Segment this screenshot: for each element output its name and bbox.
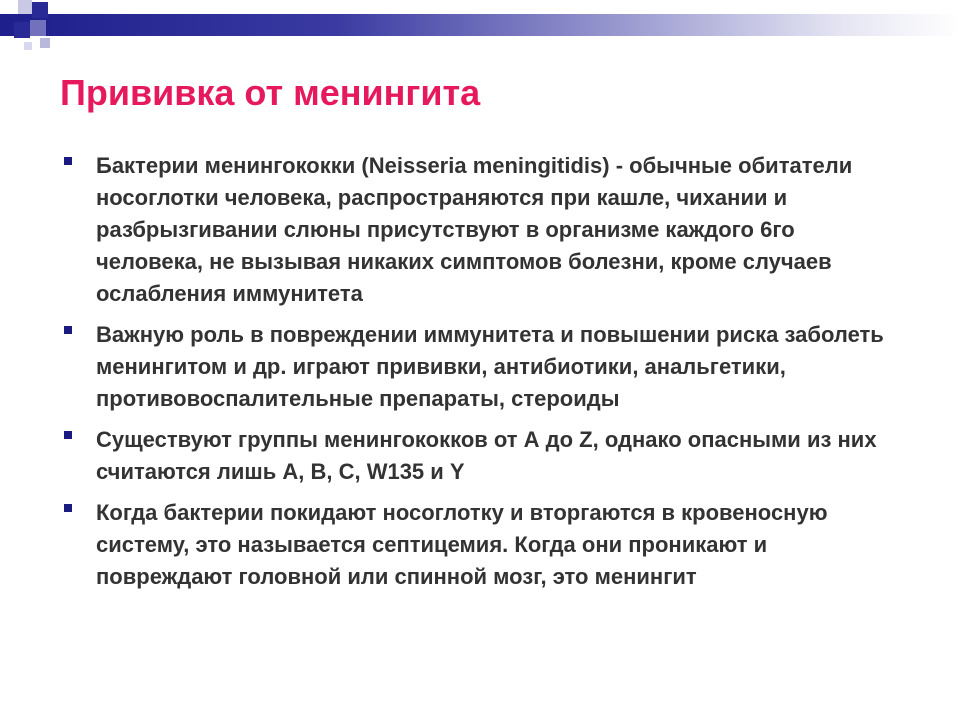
decorative-square-1: [18, 0, 32, 14]
decorative-square-3: [14, 22, 30, 38]
decorative-square-5: [40, 38, 50, 48]
bullet-list: [60, 150, 890, 602]
square-bullet-icon: [64, 157, 72, 165]
bullet-item: [60, 319, 890, 415]
bullet-text: Когда бактерии покидают носоглотку и вторгаются в кровеносную систему, это называется септицемия. Когда они проникают и повреждают головной или спинной мозг, это менингит: [96, 500, 828, 589]
square-bullet-icon: [64, 431, 72, 439]
square-bullet-icon: [64, 504, 72, 512]
decorative-square-4: [30, 20, 46, 36]
bullet-item: [60, 497, 890, 593]
bullet-text: Важную роль в повреждении иммунитета и повышении риска заболеть менингитом и др. играют прививки, антибиотики, анальгетики, противовоспалительные препараты, стероиды: [96, 322, 884, 411]
bullet-item: [60, 424, 890, 488]
bullet-item: [60, 150, 890, 310]
square-bullet-icon: [64, 326, 72, 334]
slide-title: Прививка от менингита: [60, 72, 481, 113]
bullet-text: Бактерии менингококки (Neisseria meningitidis) - обычные обитатели носоглотки человека, распространяются при кашле, чихании и разбрызгивании слюны присутствуют в организме каждого 6го человека, не вызывая никаких симптомов болезни, кроме случаев ослабления иммунитета: [96, 153, 853, 306]
header-gradient-bar: [0, 14, 960, 36]
decorative-square-6: [24, 42, 32, 50]
bullet-text: Существуют группы менингококков от А до Z, однако опасными из них считаются лишь A, B, C, W135 и Y: [96, 427, 877, 484]
decorative-square-2: [32, 2, 48, 18]
